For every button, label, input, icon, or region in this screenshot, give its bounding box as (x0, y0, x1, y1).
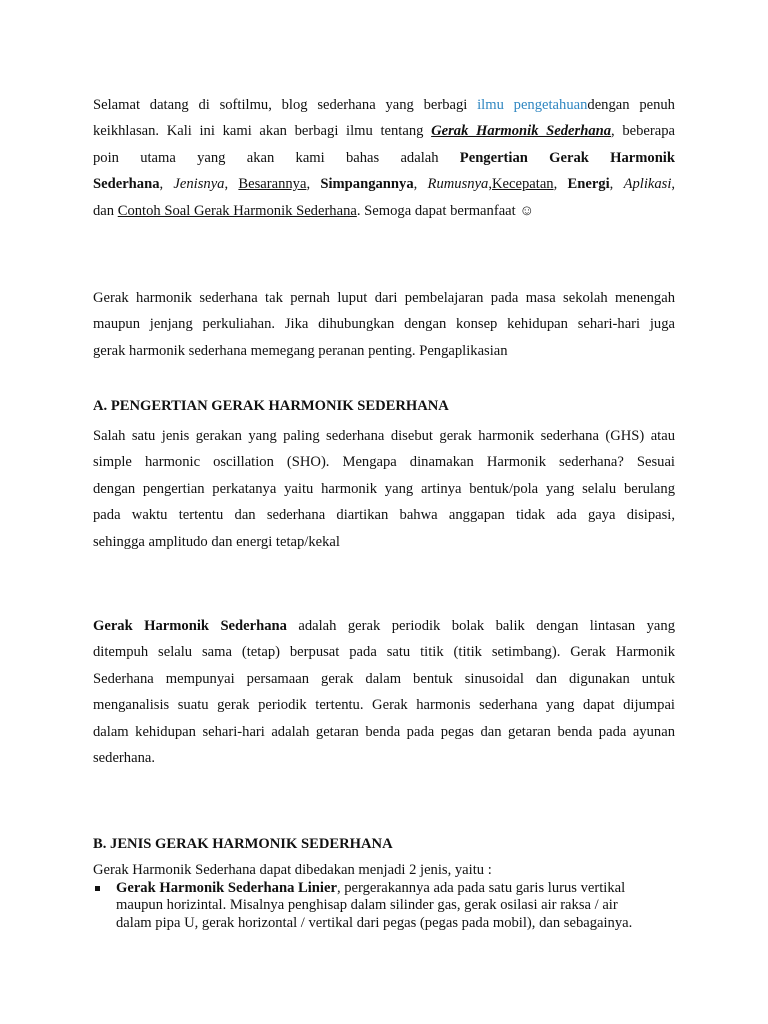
intro-line-3 (93, 145, 675, 171)
context-paragraph (93, 285, 675, 364)
section-b-content (93, 862, 693, 932)
definition-text: adalah gerak periodik bolak balik dengan lintasan yang (286, 618, 675, 634)
intro-text: poin utama yang akan kami bahas adalah (93, 149, 460, 166)
section-a-line-5: sehingga amplitudo dan energi tetap/kekal (93, 533, 340, 550)
definition-line-5: dalam kehidupan sehari-hari adalah getaran benda pada pegas dan getaran benda pada ayunan (93, 723, 675, 740)
keyword-kecepatan: Kecepatan (492, 176, 554, 193)
separator: , (306, 176, 321, 193)
section-a-paragraph (93, 423, 675, 555)
context-line-2: maupun jenjang perkuliahan. Jika dihubungkan dengan konsep kehidupan sehari-hari juga (93, 316, 675, 333)
definition-line-3: Sederhana mempunyai persamaan gerak dalam bentuk sinusoidal dan digunakan untuk (93, 670, 675, 687)
separator: , (159, 176, 174, 193)
separator: , (224, 176, 239, 193)
bullet-term: Gerak Harmonik Sederhana Linier (116, 879, 337, 896)
intro-line-2 (93, 118, 675, 144)
section-a-line-2: simple harmonic oscillation (SHO). Mengapa dinamakan Harmonik sederhana? Sesuai (93, 454, 675, 471)
context-line-1: Gerak harmonik sederhana tak pernah luput dari pembelajaran pada masa sekolah menengah (93, 290, 675, 306)
section-a-line-3: dengan pengertian perkatanya yaitu harmonik yang artinya bentuk/pola yang selalu berulang (93, 480, 675, 497)
intro-line-1 (93, 92, 675, 118)
section-a-line-1: Salah satu jenis gerakan yang paling sederhana disebut gerak harmonik sederhana (GHS) atau (93, 428, 675, 444)
bullet-square-icon (95, 886, 100, 891)
topic-title: Gerak Harmonik Sederhana (431, 123, 612, 140)
list-item (93, 880, 693, 933)
intro-text: , beberapa (611, 123, 676, 140)
intro-text: dengan penuh (587, 97, 675, 113)
intro-line-4 (93, 171, 675, 197)
bullet-text: , pergerakannya ada pada satu garis lurus vertikal (336, 879, 626, 896)
ilmu-pengetahuan-link[interactable]: ilmu pengetahuan (477, 97, 588, 113)
intro-text: . Semoga dapat bermanfaat ☺ (356, 202, 535, 219)
bullet-line-2: maupun horizintal. Misalnya penghisap dalam silinder gas, gerak osilasi air raksa / air (116, 897, 618, 913)
intro-paragraph (93, 92, 675, 224)
separator: , (553, 176, 568, 193)
intro-text: dan (93, 202, 118, 219)
definition-paragraph (93, 613, 675, 771)
definition-line-4: menganalisis suatu gerak periodik tertentu. Gerak harmonis sederhana yang dapat dijumpai (93, 697, 675, 714)
intro-text: keikhlasan. Kali ini kami akan berbagi ilmu tentang (93, 123, 432, 140)
keyword-pengertian: Pengertian Gerak Harmonik (459, 149, 675, 166)
definition-term: Gerak Harmonik Sederhana (93, 618, 287, 634)
definition-line-1 (93, 613, 675, 639)
separator: , (671, 176, 676, 193)
contoh-soal-link[interactable]: Contoh Soal Gerak Harmonik Sederhana (117, 202, 357, 219)
keyword-rumusnya: Rumusnya (427, 176, 489, 193)
separator: , (413, 176, 428, 193)
keyword-simpangannya: Simpangannya (320, 176, 414, 193)
bullet-line-3: dalam pipa U, gerak horizontal / vertikal dari pegas (pegas pada mobil), dan sebagainya. (116, 914, 633, 931)
context-line-3: gerak harmonik sederhana memegang peranan penting. Pengaplikasian (93, 342, 508, 359)
separator: , (488, 176, 493, 193)
keyword-jenisnya: Jenisnya (173, 176, 225, 193)
definition-line-6: sederhana. (93, 750, 155, 767)
intro-text: Selamat datang di softilmu, blog sederhana yang berbagi (93, 97, 478, 113)
keyword-sederhana: Sederhana (93, 176, 160, 193)
keyword-energi: Energi (567, 176, 610, 193)
section-a-line-4: pada waktu tertentu dan sederhana diartikan bahwa anggapan tidak ada gaya disipasi, (93, 507, 675, 524)
definition-line-2: ditempuh selalu sama (tetap) berpusat pada satu titik (titik setimbang). Gerak Harmonik (93, 644, 675, 661)
bullet-line-1 (116, 880, 693, 898)
separator: , (609, 176, 624, 193)
section-b-heading: B. JENIS GERAK HARMONIK SEDERHANA (93, 836, 393, 852)
intro-line-5 (93, 198, 675, 224)
keyword-aplikasi: Aplikasi (623, 176, 672, 193)
keyword-besarannya: Besarannya (238, 176, 307, 193)
section-a-heading: A. PENGERTIAN GERAK HARMONIK SEDERHANA (93, 398, 449, 414)
section-b-intro: Gerak Harmonik Sederhana dapat dibedakan menjadi 2 jenis, yaitu : (93, 862, 492, 878)
